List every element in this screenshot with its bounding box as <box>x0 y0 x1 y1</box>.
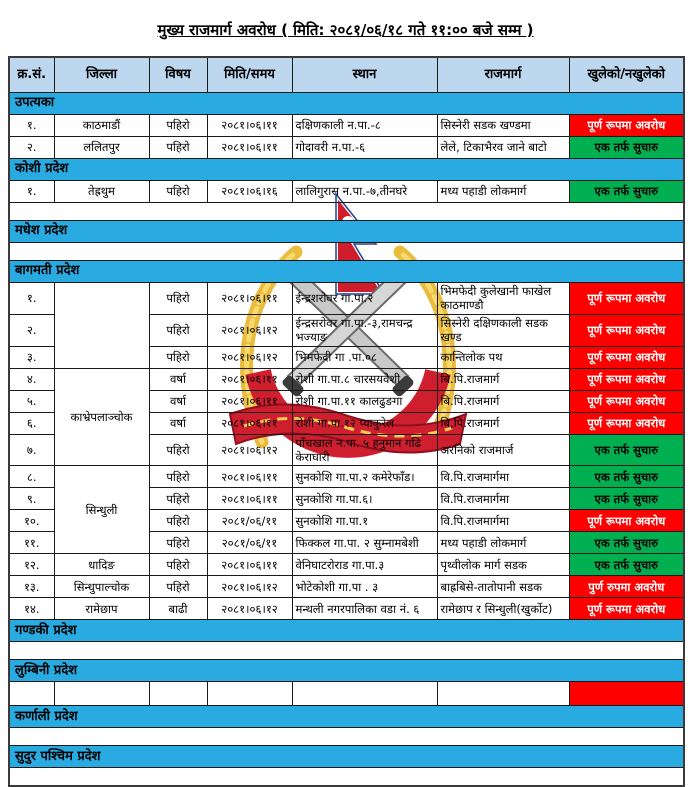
section-header-row <box>9 159 684 181</box>
cell-highway: कान्तिलोक पथ <box>437 346 569 368</box>
cell-subject: पहिरो <box>149 576 207 598</box>
cell-subject: पहिरो <box>149 314 207 346</box>
section-header-label: लुम्बिनी प्रदेश <box>9 660 684 682</box>
cell-highway: वि.पि.राजमार्गमा <box>437 510 569 532</box>
section-header-row <box>9 660 684 682</box>
cell-date: २०८१।०६।११ <box>207 137 292 159</box>
cell-district: तेह्रथुम <box>54 181 149 203</box>
status-badge: पूर्ण रूपमा अवरोध <box>569 598 684 620</box>
cell-date: २०८१।०६।१२ <box>207 314 292 346</box>
gap-row <box>9 203 684 221</box>
gap-row <box>9 768 684 787</box>
section-header-label: बागमती प्रदेश <box>9 261 684 283</box>
empty-cell <box>149 682 207 706</box>
cell-serial-number: ३. <box>9 346 54 368</box>
status-cell-empty <box>569 682 684 706</box>
status-badge: एक तर्फ सुचारु <box>569 466 684 488</box>
cell-date: २०८१।०६।११ <box>207 283 292 315</box>
status-badge: पूर्ण रूपमा अवरोध <box>569 368 684 390</box>
cell-subject: पहिरो <box>149 434 207 466</box>
section-header-label: उपत्यका <box>9 93 684 115</box>
gap-cell <box>9 243 684 261</box>
column-header-3: मिति/समय <box>207 57 292 93</box>
empty-cell <box>207 682 292 706</box>
section-header-row <box>9 620 684 642</box>
cell-date: २०८१।०६।१२ <box>207 434 292 466</box>
cell-serial-number: ५. <box>9 390 54 412</box>
status-badge: एक तर्फ सुचारु <box>569 532 684 554</box>
cell-serial-number: १. <box>9 115 54 137</box>
highway-obstruction-table <box>8 56 685 787</box>
section-header-row <box>9 746 684 768</box>
status-badge: एक तर्फ सुचारु <box>569 137 684 159</box>
header-row <box>9 57 684 93</box>
page-title: मुख्य राजमार्ग अवरोध ( मिति: २०८१/०६/१८ गते ११:०० बजे सम्म ) <box>157 21 534 39</box>
cell-serial-number: १. <box>9 283 54 315</box>
column-header-5: राजमार्ग <box>437 57 569 93</box>
cell-district: सिन्धुपाल्चोक <box>54 576 149 598</box>
cell-subject: पहिरो <box>149 115 207 137</box>
column-header-6: खुलेको/नखुलेको <box>569 57 684 93</box>
cell-district: काठमाडौं <box>54 115 149 137</box>
cell-place: लालिगुरास न.पा.-७,तीनघरे <box>292 181 437 203</box>
section-header-row <box>9 93 684 115</box>
empty-cell <box>9 682 54 706</box>
status-badge: पूर्ण रूपमा अवरोध <box>569 346 684 368</box>
table-row <box>9 181 684 203</box>
cell-highway: मध्य पहाडी लोकमार्ग <box>437 532 569 554</box>
cell-date: २०८१।०६।११ <box>207 554 292 576</box>
cell-subject: पहिरो <box>149 532 207 554</box>
cell-highway: वि.पि.राजमार्गमा <box>437 466 569 488</box>
gap-row <box>9 728 684 746</box>
cell-date: २०८१।०६।१६ <box>207 181 292 203</box>
section-header-row <box>9 706 684 728</box>
gap-cell <box>9 768 684 787</box>
table-body <box>9 93 684 787</box>
cell-subject: पहिरो <box>149 283 207 315</box>
cell-date: २०८१।०६।१२ <box>207 346 292 368</box>
status-badge: पूर्ण रूपमा अवरोध <box>569 412 684 434</box>
cell-place: मन्थली नगरपालिका वडा नं. ६ <box>292 598 437 620</box>
cell-serial-number: ४. <box>9 368 54 390</box>
cell-highway: वि.पि.राजमार्गमा <box>437 488 569 510</box>
cell-serial-number: १४. <box>9 598 54 620</box>
cell-district: धादिङ <box>54 554 149 576</box>
empty-cell <box>54 682 149 706</box>
cell-date: २०८१।०६।११ <box>207 115 292 137</box>
gap-row <box>9 642 684 660</box>
cell-subject: पहिरो <box>149 554 207 576</box>
cell-place: ईन्द्रसरोवर गा.पा.-३,रामचन्द्र भज्याङ <box>292 314 437 346</box>
cell-date: २०८१/०६/११ <box>207 532 292 554</box>
cell-serial-number: ७. <box>9 434 54 466</box>
column-header-2: विषय <box>149 57 207 93</box>
section-header-label: कर्णाली प्रदेश <box>9 706 684 728</box>
cell-serial-number: १. <box>9 181 54 203</box>
cell-place: रोशी गा.पा.८ चारसयवेशी <box>292 368 437 390</box>
gap-cell <box>9 728 684 746</box>
table-row <box>9 576 684 598</box>
cell-subject: पहिरो <box>149 488 207 510</box>
status-badge: पूर्ण रूपमा अवरोध <box>569 283 684 315</box>
table-row <box>9 598 684 620</box>
cell-serial-number: १०. <box>9 510 54 532</box>
cell-date: २०८१।०६।१२ <box>207 576 292 598</box>
cell-serial-number: ११. <box>9 532 54 554</box>
cell-district <box>54 283 149 369</box>
cell-place: सुनकोशि गा.पा.६। <box>292 488 437 510</box>
cell-district: काभ्रेपलाञ्चोक <box>54 368 149 466</box>
cell-highway: मध्य पहाडी लोकमार्ग <box>437 181 569 203</box>
cell-date: २०८१।०६।११ <box>207 412 292 434</box>
cell-district: ललितपुर <box>54 137 149 159</box>
gap-cell <box>9 203 684 221</box>
cell-serial-number: १३. <box>9 576 54 598</box>
section-header-label: मधेश प्रदेश <box>9 221 684 243</box>
cell-serial-number: ८. <box>9 466 54 488</box>
status-badge: पूर्ण रूपमा अवरोध <box>569 314 684 346</box>
status-badge: एक तर्फ सुचारु <box>569 554 684 576</box>
cell-date: २०८१।०६।११ <box>207 390 292 412</box>
cell-date: २०८१।०६।११ <box>207 488 292 510</box>
cell-place: सुनकोशि गा.पा.१ <box>292 510 437 532</box>
section-header-row <box>9 221 684 243</box>
table-row <box>9 368 684 390</box>
cell-highway: लेले, टिकाभैरव जाने बाटो <box>437 137 569 159</box>
gap-cell <box>9 642 684 660</box>
cell-subject: वर्षा <box>149 368 207 390</box>
cell-subject: पहिरो <box>149 137 207 159</box>
table-row <box>9 115 684 137</box>
cell-place: पाँचखाल न.पा. ५ हनुमान गढि केराघारी <box>292 434 437 466</box>
cell-highway: बि,पि.राजमार्ग <box>437 412 569 434</box>
status-badge: एक तर्फ सुचारु <box>569 488 684 510</box>
cell-district: रामेछाप <box>54 598 149 620</box>
cell-subject: वर्षा <box>149 412 207 434</box>
cell-place: फिक्कल गा.पा. २ सुम्नामबेशी <box>292 532 437 554</box>
cell-subject: पहिरो <box>149 181 207 203</box>
status-badge: पूर्ण रूपमा अवरोध <box>569 510 684 532</box>
table-row-empty <box>9 682 684 706</box>
column-header-1: जिल्ला <box>54 57 149 93</box>
cell-date: २०८१/०६/११ <box>207 510 292 532</box>
cell-highway: पृथ्वीलोक मार्ग सडक <box>437 554 569 576</box>
empty-cell <box>437 682 569 706</box>
status-badge: पुर्ण रुपमा अवरोध <box>569 576 684 598</box>
cell-highway: अरनिको राजमार्ज <box>437 434 569 466</box>
status-badge: पूर्ण रूपमा अवरोध <box>569 390 684 412</box>
table-row <box>9 466 684 488</box>
cell-highway: रामेछाप र सिन्धुली(खुर्कोट) <box>437 598 569 620</box>
cell-place: दक्षिणकाली न.पा.-८ <box>292 115 437 137</box>
cell-highway: भिमफेदी कुलेखानी फाखेल काठमाण्डौ <box>437 283 569 315</box>
cell-subject: वर्षा <box>149 390 207 412</box>
gap-row <box>9 243 684 261</box>
status-badge: एक तर्फ सुचारु <box>569 181 684 203</box>
cell-date: २०८१।०६।१२ <box>207 598 292 620</box>
section-header-row <box>9 261 684 283</box>
cell-place: ईन्द्रशरोवर गा.पा.२ <box>292 283 437 315</box>
cell-place: भोटेकोशी गा.पा . ३ <box>292 576 437 598</box>
table-row <box>9 137 684 159</box>
status-badge: एक तर्फ सुचारु <box>569 434 684 466</box>
section-header-label: गण्डकी प्रदेश <box>9 620 684 642</box>
cell-place: गोदावरी न.पा.-६ <box>292 137 437 159</box>
cell-place: रोशी गा.पा.१२ प्याकुरेल <box>292 412 437 434</box>
cell-highway: बाह्रबिसे-तातोपानी सडक <box>437 576 569 598</box>
section-header-label: सुदुर पश्चिम प्रदेश <box>9 746 684 768</box>
cell-highway: बि.पि.राजमार्ग <box>437 390 569 412</box>
column-header-4: स्थान <box>292 57 437 93</box>
cell-date: २०८१।०६।११ <box>207 368 292 390</box>
cell-subject: पहिरो <box>149 466 207 488</box>
cell-subject: बाढी <box>149 598 207 620</box>
table-header <box>9 57 684 93</box>
cell-subject: पहिरो <box>149 510 207 532</box>
cell-place: वेनिघाटरोराड गा.पा.३ <box>292 554 437 576</box>
cell-place: भिमफेदी गा .पा.०८ <box>292 346 437 368</box>
cell-district: सिन्धुली <box>54 466 149 554</box>
status-badge: पूर्ण रूपमा अवरोध <box>569 115 684 137</box>
column-header-0: क्र.सं. <box>9 57 54 93</box>
table-row <box>9 283 684 315</box>
cell-place: सुनकोशि गा.पा.२ कमेरेफाँड। <box>292 466 437 488</box>
cell-highway: बि.पि.राजमार्ग <box>437 368 569 390</box>
cell-serial-number: २. <box>9 314 54 346</box>
cell-highway: सिस्नेरी सडक खण्डमा <box>437 115 569 137</box>
cell-serial-number: ६. <box>9 412 54 434</box>
cell-date: २०८१।०६।११ <box>207 466 292 488</box>
table-row <box>9 554 684 576</box>
cell-place: रोशी गा.पा.११ कालढुङगा <box>292 390 437 412</box>
cell-serial-number: २. <box>9 137 54 159</box>
cell-highway: सिस्नेरी दक्षिणकाली सडक खण्ड <box>437 314 569 346</box>
cell-serial-number: १२. <box>9 554 54 576</box>
cell-serial-number: ९. <box>9 488 54 510</box>
empty-cell <box>292 682 437 706</box>
cell-subject: पहिरो <box>149 346 207 368</box>
section-header-label: कोशी प्रदेश <box>9 159 684 181</box>
